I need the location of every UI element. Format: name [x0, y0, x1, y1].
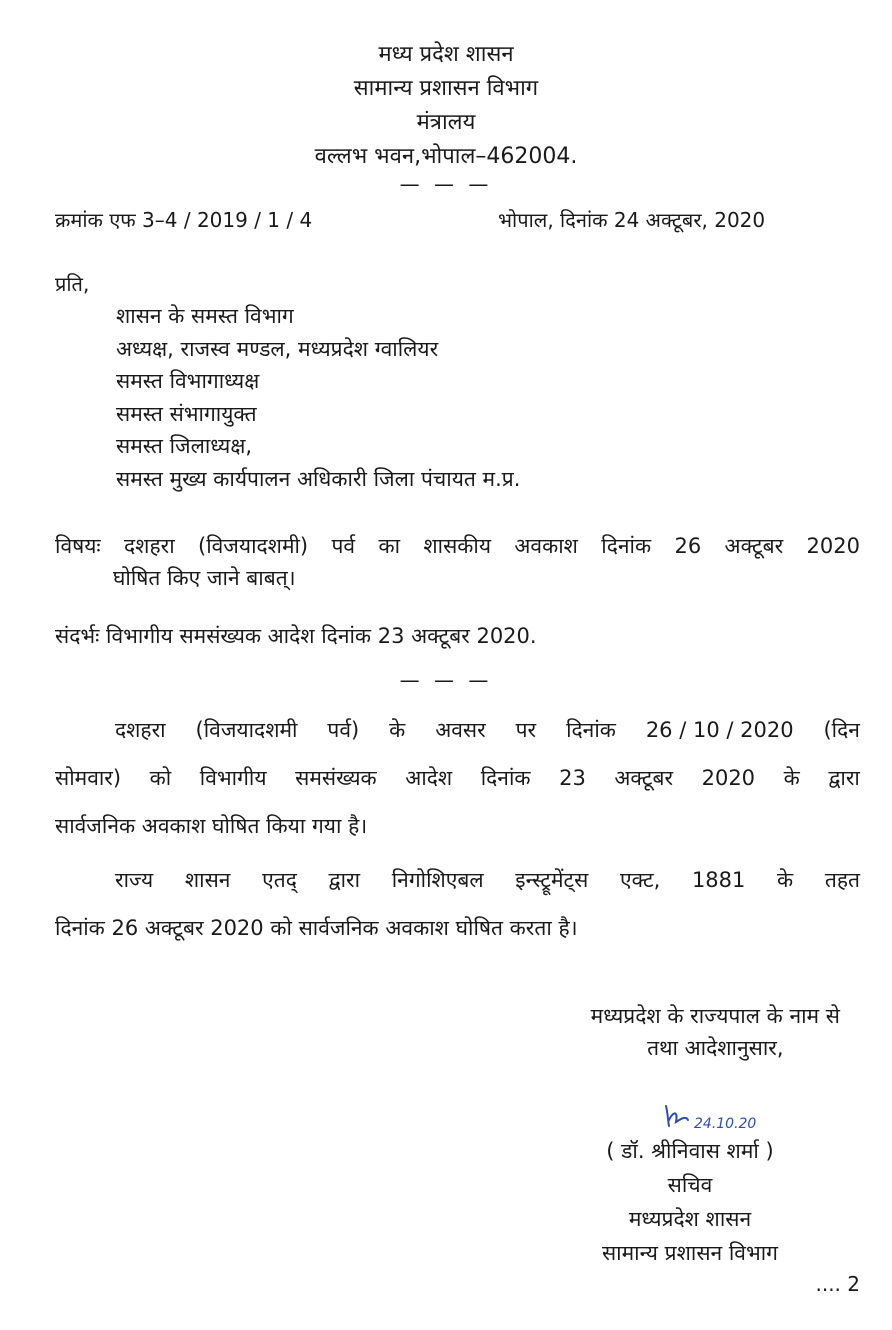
word: पर्व)	[327, 718, 360, 742]
word: को	[149, 766, 172, 790]
govt-name: मध्य प्रदेश शासन	[378, 42, 514, 67]
header-separator: — — —	[399, 172, 493, 196]
subject-word: पर्व	[331, 534, 356, 558]
word: इन्स्ट्रूमेंट्स	[515, 868, 589, 892]
closing-authority	[591, 1000, 840, 1064]
para1-line-1	[55, 706, 860, 754]
signatory-org-1: मध्यप्रदेश शासन	[628, 1207, 752, 1231]
para2-line-1	[55, 856, 860, 904]
recipient-list	[116, 300, 520, 495]
para2-line-2: दिनांक 26 अक्टूबर 2020 को सार्वजनिक अवकाश घोषित करता है।	[55, 916, 578, 940]
subject-word: 26	[674, 534, 702, 558]
word: अवसर	[435, 718, 486, 742]
subject-block	[55, 530, 860, 594]
word: के	[777, 868, 794, 892]
word: दशहरा	[115, 718, 166, 742]
word: आदेश	[405, 766, 453, 790]
signature-date: 24.10.20	[694, 1116, 757, 1132]
word: द्वारा	[828, 766, 860, 790]
word: तहत	[824, 868, 860, 892]
reference-line: संदर्भः विभागीय समसंख्यक आदेश दिनांक 23 अक्टूबर 2020.	[55, 624, 537, 648]
recipient-item: अध्यक्ष, राजस्व मण्डल, मध्यप्रदेश ग्वालियर	[116, 336, 439, 361]
subject-word: अक्टूबर	[724, 534, 784, 558]
closing-line-2: तथा आदेशानुसार,	[647, 1036, 784, 1060]
paragraph-1	[55, 706, 860, 850]
subject-word: अवकाश	[514, 534, 578, 558]
word: के	[389, 718, 406, 742]
ministry-name: मंत्रालय	[416, 110, 476, 135]
subject-line-2: घोषित किए जाने बाबत्।	[113, 566, 296, 590]
word: विभागीय	[199, 766, 267, 790]
signatory-name: ( डॉ. श्रीनिवास शर्मा )	[606, 1139, 774, 1163]
word: शासन	[184, 868, 231, 892]
word: पर	[515, 718, 537, 742]
word: 23	[559, 766, 586, 790]
word: एक्ट,	[619, 868, 661, 892]
letterhead	[0, 38, 892, 174]
word: के	[783, 766, 800, 790]
word: 1881	[691, 868, 746, 892]
word: दिनांक	[480, 766, 531, 790]
subject-line-1	[55, 530, 860, 562]
word: सोमवार)	[55, 766, 122, 790]
place-date: भोपाल, दिनांक 24 अक्टूबर, 2020	[498, 208, 766, 232]
subject-word: 2020	[806, 534, 860, 558]
signatory-designation: सचिव	[667, 1173, 713, 1197]
department-name: सामान्य प्रशासन विभाग	[353, 76, 539, 101]
subject-word: शासकीय	[423, 534, 492, 558]
signatory-block	[540, 1134, 840, 1270]
handwritten-signature	[660, 1098, 780, 1132]
subject-word: (विजयादशमी)	[198, 534, 309, 558]
word: राज्य	[115, 868, 154, 892]
recipient-item: समस्त संभागायुक्त	[116, 401, 257, 426]
to-label: प्रति,	[55, 272, 90, 296]
para1-line-3: सार्वजनिक अवकाश घोषित किया गया है।	[55, 814, 368, 838]
word: (विजयादशमी	[195, 718, 298, 742]
recipient-item: समस्त जिलाध्यक्ष,	[116, 434, 253, 458]
subject-word: दशहरा	[124, 534, 175, 558]
word: समसंख्यक	[295, 766, 377, 790]
signatory-org-2: सामान्य प्रशासन विभाग	[601, 1241, 779, 1265]
word: 26 / 10 / 2020	[645, 718, 794, 742]
closing-line-1: मध्यप्रदेश के राज्यपाल के नाम से	[590, 1004, 840, 1028]
word: दिनांक	[566, 718, 616, 742]
para1-line-2	[55, 754, 860, 802]
page-continuation: .... 2	[815, 1272, 860, 1296]
office-address: वल्लभ भवन,भोपाल–462004.	[314, 144, 578, 169]
word: अक्टूबर	[614, 766, 674, 790]
recipient-item: समस्त मुख्य कार्यपालन अधिकारी जिला पंचायत म.प्र.	[116, 466, 521, 491]
word: एतद्	[262, 868, 297, 892]
word: द्वारा	[328, 868, 361, 892]
recipient-item: समस्त विभागाध्यक्ष	[116, 369, 260, 393]
word: (दिन	[823, 718, 860, 742]
subject-word: का	[378, 534, 401, 558]
subject-word: दिनांक	[601, 534, 652, 558]
reference-number: क्रमांक एफ 3–4 / 2019 / 1 / 4	[55, 208, 313, 232]
subject-label: विषयः	[55, 534, 101, 558]
word: निगोशिएबल	[391, 868, 484, 892]
recipient-item: शासन के समस्त विभाग	[116, 304, 294, 328]
word: 2020	[701, 766, 756, 790]
body-separator: — — —	[399, 668, 493, 692]
paragraph-2	[55, 856, 860, 952]
